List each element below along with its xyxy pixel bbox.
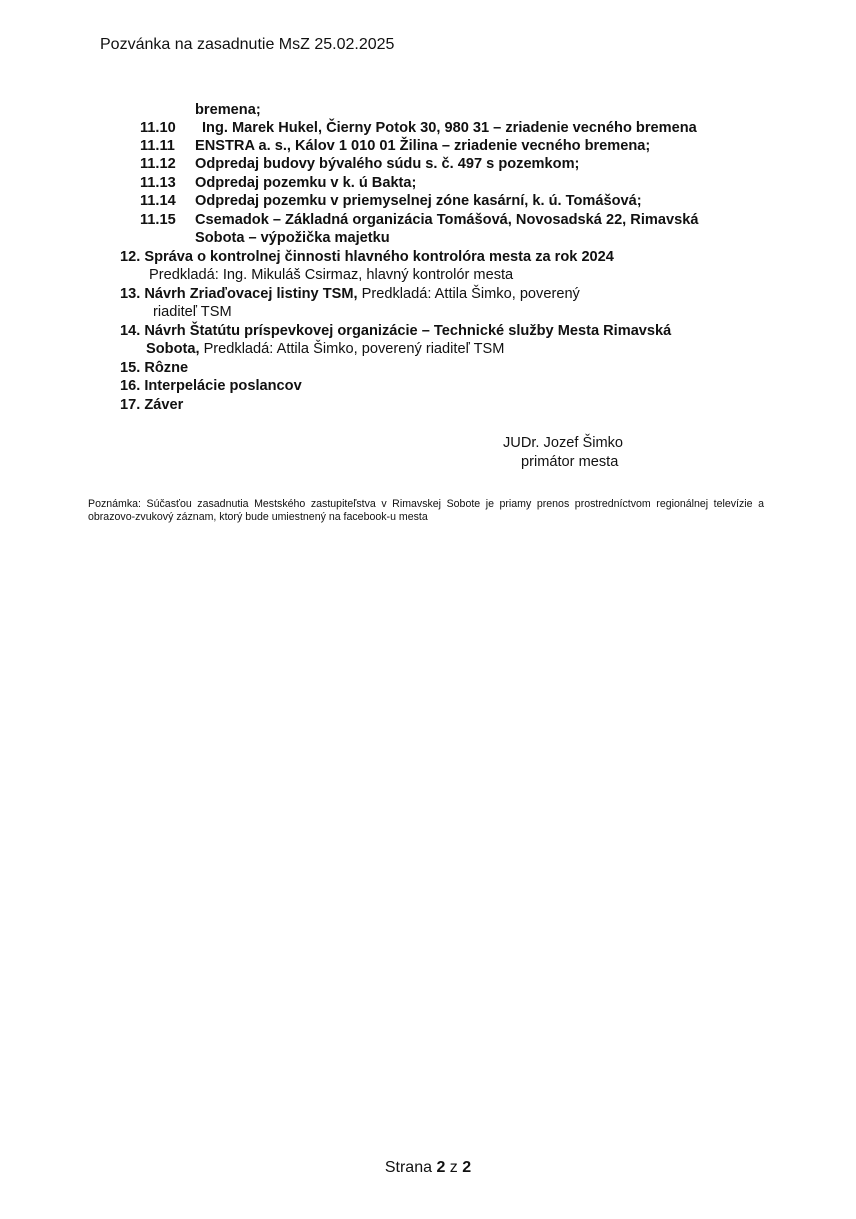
subitem-number: 11.11 bbox=[140, 138, 175, 154]
subitem-number: 11.15 bbox=[140, 212, 176, 228]
agenda-item-15: 15. Rôzne bbox=[120, 360, 189, 376]
agenda-item-14-line2 bbox=[146, 340, 504, 358]
footer-prefix: Strana bbox=[384, 1159, 437, 1176]
subitem-number: 11.10 bbox=[140, 120, 176, 136]
page-footer bbox=[0, 1159, 856, 1177]
signature-role: primátor mesta bbox=[521, 454, 619, 470]
subitem-number: 11.14 bbox=[140, 193, 176, 209]
subitem-text: ENSTRA a. s., Kálov 1 010 01 Žilina – zriadenie vecného bremena; bbox=[195, 138, 651, 154]
subitem-number: 11.12 bbox=[140, 156, 176, 172]
subitem-number: 11.13 bbox=[140, 175, 176, 191]
subitem-text: Odpredaj pozemku v k. ú Bakta; bbox=[195, 175, 417, 191]
agenda-item-13-presenter-continuation: riaditeľ TSM bbox=[153, 304, 232, 320]
agenda-item-12-title: 12. Správa o kontrolnej činnosti hlavného kontrolóra mesta za rok 2024 bbox=[120, 249, 614, 265]
subitem-11-15-continuation: Sobota – výpožička majetku bbox=[195, 230, 390, 246]
footnote: Poznámka: Súčasťou zasadnutia Mestského zastupiteľstva v Rimavskej Sobote je priamy prenos prostredníctvom regionálnej televízie a obrazovo-zvukový záznam, ktorý bude umiestnený na facebook-u mesta bbox=[88, 498, 764, 523]
agenda-item-14-title-continuation: Sobota, bbox=[146, 341, 200, 357]
footer-separator: z bbox=[445, 1159, 463, 1176]
subitem-text: Csemadok – Základná organizácia Tomášová, Novosadská 22, Rimavská bbox=[195, 212, 699, 228]
agenda-item-14-presenter: Predkladá: Attila Šimko, poverený riaditeľ TSM bbox=[199, 341, 505, 357]
subitem-text: Odpredaj pozemku v priemyselnej zóne kasární, k. ú. Tomášová; bbox=[195, 193, 642, 209]
agenda-item-17: 17. Záver bbox=[120, 397, 184, 413]
agenda-item-13 bbox=[120, 285, 580, 303]
agenda-item-14-title: 14. Návrh Štatútu príspevkovej organizácie – Technické služby Mesta Rimavská bbox=[120, 323, 672, 339]
agenda-item-12-presenter: Predkladá: Ing. Mikuláš Csirmaz, hlavný kontrolór mesta bbox=[149, 267, 514, 283]
continuation-text: bremena; bbox=[195, 102, 261, 118]
agenda-item-13-title: 13. Návrh Zriaďovacej listiny TSM, bbox=[120, 286, 358, 302]
signature-name: JUDr. Jozef Šimko bbox=[503, 435, 624, 451]
subitem-text: Odpredaj budovy bývalého súdu s. č. 497 s pozemkom; bbox=[195, 156, 580, 172]
agenda-item-16: 16. Interpelácie poslancov bbox=[120, 378, 302, 394]
page-header: Pozvánka na zasadnutie MsZ 25.02.2025 bbox=[100, 36, 395, 53]
footer-page-number: 2 bbox=[436, 1159, 446, 1176]
agenda-item-13-presenter: Predkladá: Attila Šimko, poverený bbox=[357, 286, 580, 302]
footer-total-pages: 2 bbox=[462, 1159, 472, 1176]
subitem-text: Ing. Marek Hukel, Čierny Potok 30, 980 31 – zriadenie vecného bremena bbox=[202, 120, 697, 136]
